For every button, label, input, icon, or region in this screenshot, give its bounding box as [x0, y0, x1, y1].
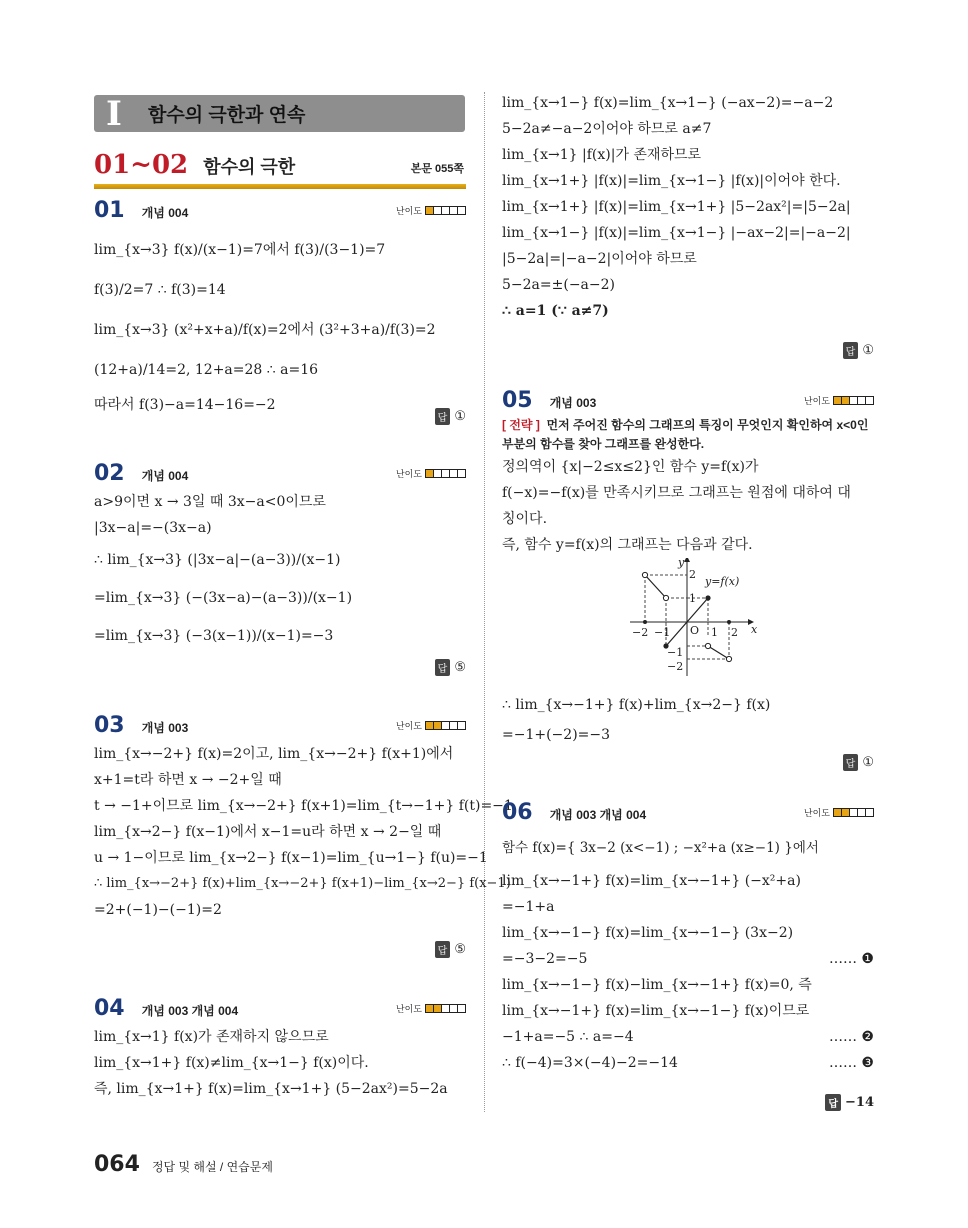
tick-x: −2 [632, 626, 649, 639]
answer-tag: 답 [843, 754, 859, 771]
problem-02 [94, 461, 466, 675]
problem-number: 01 [94, 198, 125, 223]
solution-line: =−1+(−2)=−3 [502, 727, 611, 743]
solution-line: =lim_{x→3} (−(3x−a)−(a−3))/(x−1) [94, 590, 353, 606]
solution-line: 즉, 함수 y=f(x)의 그래프는 다음과 같다. [502, 537, 753, 553]
answer-tag: 답 [435, 941, 451, 958]
function-graph [502, 558, 874, 684]
solution-line: =2+(−1)−(−1)=2 [94, 902, 222, 918]
solution-line: lim_{x→1+} f(x)≠lim_{x→1−} f(x)이다. [94, 1055, 369, 1071]
footer-text: 정답 및 해설 / 연습문제 [151, 1160, 273, 1174]
answer-box [435, 659, 466, 676]
problem-concept: 개념 004 [141, 206, 189, 220]
solution-line: ∴ lim_{x→−2+} f(x)+lim_{x→−2+} f(x+1)−lim_{x→2−} f(x−1) [94, 876, 511, 891]
section-header [94, 150, 466, 180]
problem-04 [94, 996, 466, 1102]
section-title: 함수의 극한 [203, 157, 296, 177]
answer-tag: 답 [843, 342, 859, 359]
difficulty-label: 난이도 [395, 721, 422, 731]
problem-05 [502, 388, 874, 770]
solution-line: =lim_{x→3} (−3(x−1))/(x−1)=−3 [94, 628, 334, 644]
difficulty-indicator [396, 1002, 466, 1015]
page-footer [94, 1152, 273, 1177]
answer-value: ⑤ [454, 942, 466, 957]
difficulty-label: 난이도 [395, 206, 422, 216]
problem-concept: 개념 003 개념 004 [141, 1004, 239, 1018]
difficulty-label: 난이도 [803, 808, 830, 818]
solution-line: ∴ a=1 (∵ a≠7) [502, 303, 609, 319]
curve-label: y=f(x) [705, 575, 740, 588]
solution-line: u → 1−이므로 lim_{x→2−} f(x−1)=lim_{u→1−} f(u)=−1 [94, 850, 488, 866]
solution-line: 즉, lim_{x→1+} f(x)=lim_{x→1+} (5−2ax²)=5−2a [94, 1081, 448, 1097]
solution-line: lim_{x→1} f(x)가 존재하지 않으므로 [94, 1029, 329, 1045]
segment-right [708, 646, 729, 659]
difficulty-label: 난이도 [395, 1004, 422, 1014]
solution-text: ∴ f(−4)=3×(−4)−2=−14 [502, 1055, 678, 1071]
answer-tag: 답 [435, 408, 451, 425]
problem-number: 04 [94, 996, 125, 1021]
chapter-title: 함수의 극한과 연속 [148, 105, 306, 126]
section-page-ref: 본문 055쪽 [410, 163, 464, 175]
problem-number: 06 [502, 800, 533, 825]
solution-text: =−3−2=−5 [502, 951, 588, 967]
tick-y: −1 [667, 646, 684, 659]
solution-line: 따라서 f(3)−a=14−16=−2 [94, 397, 276, 413]
tick-y: −2 [667, 660, 684, 673]
x-label: x [751, 623, 758, 636]
solution-line [502, 1050, 874, 1076]
difficulty-indicator [804, 394, 874, 407]
solution-line: 칭이다. [502, 511, 548, 527]
strategy-text: 먼저 주어진 함수의 그래프의 특징이 무엇인지 확인하여 x<0인 부분의 함수를 찾아 그래프를 완성한다. [502, 418, 869, 451]
chapter-header [94, 95, 465, 132]
problem-number: 02 [94, 461, 125, 486]
problem-04-continued [502, 90, 874, 358]
section-number: 01~02 [94, 150, 189, 180]
solution-line: 5−2a=±(−a−2) [502, 277, 615, 293]
answer-value: ① [862, 755, 874, 770]
page-number: 064 [94, 1152, 140, 1177]
answer-box [843, 754, 874, 771]
difficulty-label: 난이도 [395, 469, 422, 479]
solution-line: lim_{x→1−} f(x)=lim_{x→1−} (−ax−2)=−a−2 [502, 95, 834, 111]
solution-line: lim_{x→3} (x²+x+a)/f(x)=2에서 (3²+3+a)/f(3)=2 [94, 322, 436, 338]
answer-box [435, 941, 466, 958]
problem-number: 05 [502, 388, 533, 413]
strategy-tag: [ 전략 ] [502, 418, 540, 432]
solution-line: lim_{x→2−} f(x−1)에서 x−1=u라 하면 x → 2−일 때 [94, 824, 442, 840]
solution-line [502, 1024, 874, 1050]
solution-line: a>9이면 x → 3일 때 3x−a<0이므로 [94, 494, 326, 510]
solution-text: −1+a=−5 ∴ a=−4 [502, 1029, 634, 1045]
difficulty-indicator [396, 719, 466, 732]
solution-line: f(−x)=−f(x)를 만족시키므로 그래프는 원점에 대하여 대 [502, 485, 851, 501]
solution-line: =−1+a [502, 899, 555, 915]
answer-tag: 답 [825, 1094, 841, 1111]
tick-y: 2 [689, 568, 696, 581]
difficulty-indicator [396, 204, 466, 217]
chapter-number: I [106, 93, 122, 134]
solution-line: (12+a)/14=2, 12+a=28 ∴ a=16 [94, 362, 319, 378]
answer-box [825, 1094, 874, 1111]
section-underline [94, 184, 466, 189]
tick-y: 1 [689, 592, 696, 605]
solution-line: f(3)/2=7 ∴ f(3)=14 [94, 282, 226, 298]
solution-line: |3x−a|=−(3x−a) [94, 520, 212, 536]
answer-box [843, 342, 874, 359]
step-marker: …… ❷ [828, 1029, 874, 1045]
solution-line: lim_{x→1+} |f(x)|=lim_{x→1−} |f(x)|이어야 한다. [502, 173, 841, 189]
answer-value: ⑤ [454, 660, 466, 675]
solution-line: 정의역이 {x|−2≤x≤2}인 함수 y=f(x)가 [502, 459, 759, 475]
solution-line: lim_{x→−1−} f(x)=lim_{x→−1−} (3x−2) [502, 925, 794, 941]
solution-line: ∴ lim_{x→−1+} f(x)+lim_{x→2−} f(x) [502, 697, 771, 713]
tick-x: 2 [731, 626, 738, 639]
solution-line: lim_{x→−1+} f(x)=lim_{x→−1−} f(x)이므로 [502, 1003, 810, 1019]
solution-line: lim_{x→−1+} f(x)=lim_{x→−1+} (−x²+a) [502, 873, 801, 889]
solution-line: lim_{x→−2+} f(x)=2이고, lim_{x→−2+} f(x+1)에서 [94, 746, 454, 762]
solution-line: x+1=t라 하면 x → −2+일 때 [94, 772, 282, 788]
tick-x: 1 [711, 626, 718, 639]
problem-03 [94, 713, 513, 957]
problem-concept: 개념 003 개념 004 [549, 808, 647, 822]
problem-01 [94, 198, 466, 424]
problem-concept: 개념 003 [141, 721, 189, 735]
origin-label: O [690, 624, 700, 637]
answer-value: ① [454, 409, 466, 424]
column-divider [484, 92, 485, 1112]
problem-concept: 개념 003 [549, 396, 597, 410]
solution-line: ∴ lim_{x→3} (|3x−a|−(a−3))/(x−1) [94, 552, 341, 568]
answer-value: ① [862, 343, 874, 358]
step-marker: …… ❶ [828, 951, 874, 967]
difficulty-label: 난이도 [803, 396, 830, 406]
solution-line: lim_{x→3} f(x)/(x−1)=7에서 f(3)/(3−1)=7 [94, 242, 386, 258]
segment-left [645, 575, 666, 598]
problem-concept: 개념 004 [141, 469, 189, 483]
tick-x: −1 [654, 626, 671, 639]
answer-value: −14 [845, 1095, 874, 1110]
solution-line: 5−2a≠−a−2이어야 하므로 a≠7 [502, 121, 712, 137]
solution-line [502, 946, 874, 972]
step-marker: …… ❸ [828, 1055, 874, 1071]
solution-line: lim_{x→−1−} f(x)−lim_{x→−1+} f(x)=0, 즉 [502, 977, 812, 993]
difficulty-indicator [396, 467, 466, 480]
strategy-note [502, 416, 874, 454]
problem-06 [502, 800, 874, 1110]
solution-line: 함수 f(x)={ 3x−2 (x<−1) ; −x²+a (x≥−1) }에서 [502, 840, 819, 856]
problem-number: 03 [94, 713, 125, 738]
difficulty-indicator [804, 806, 874, 819]
solution-line: lim_{x→1} |f(x)|가 존재하므로 [502, 147, 702, 163]
y-axis-arrow-icon [684, 558, 690, 562]
solution-line: t → −1+이므로 lim_{x→−2+} f(x+1)=lim_{t→−1+} f(t)=−1 [94, 798, 513, 814]
answer-tag: 답 [435, 659, 451, 676]
y-label: y [678, 558, 685, 569]
solution-line: lim_{x→1+} |f(x)|=lim_{x→1+} |5−2ax²|=|5−2a| [502, 199, 851, 215]
solution-line: lim_{x→1−} |f(x)|=lim_{x→1−} |−ax−2|=|−a−2| [502, 225, 851, 241]
answer-box [435, 408, 466, 425]
solution-line: |5−2a|=|−a−2|이어야 하므로 [502, 251, 697, 267]
